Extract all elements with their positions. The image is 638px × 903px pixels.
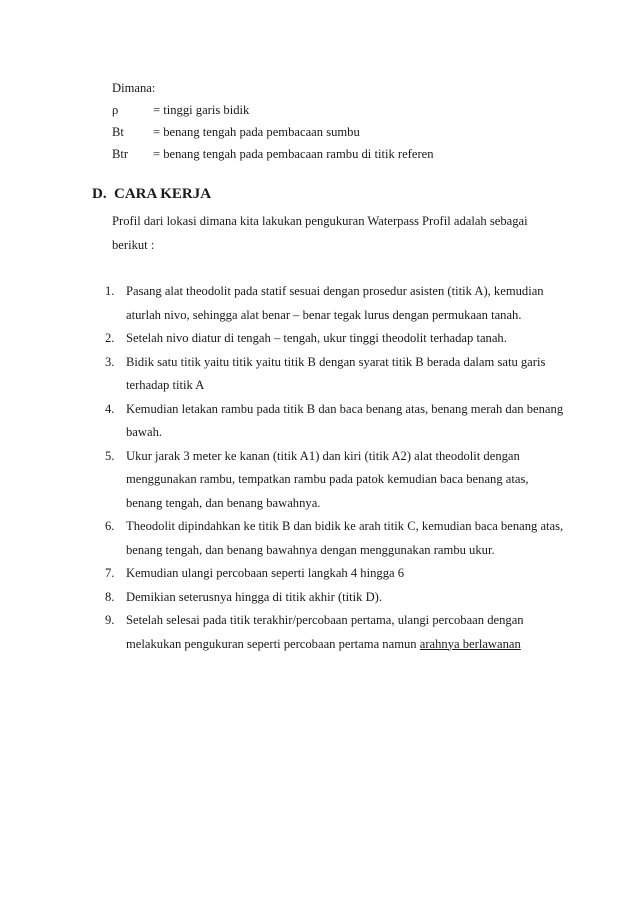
definition-text: = benang tengah pada pembacaan rambu di titik referen xyxy=(153,147,434,161)
steps-list xyxy=(105,280,565,656)
list-item xyxy=(105,327,565,351)
underlined-phrase: arahnya berlawanan xyxy=(419,636,521,651)
step-number: 9. xyxy=(105,613,115,627)
list-item xyxy=(105,609,565,656)
definition-text: = benang tengah pada pembacaan sumbu xyxy=(153,125,360,139)
step-number: 1. xyxy=(105,284,115,298)
definition-row-bt xyxy=(112,124,360,140)
step-text: Pasang alat theodolit pada statif sesuai dengan prosedur asisten (titik A), kemudian aturlah nivo, sehingga alat benar – benar tegak lurus dengan permukaan tanah. xyxy=(126,284,544,322)
step-number: 6. xyxy=(105,519,115,533)
definition-symbol: Bt xyxy=(112,125,124,139)
step-number: 4. xyxy=(105,401,115,416)
step-number: 8. xyxy=(105,589,115,604)
step-text: Kemudian ulangi percobaan seperti langkah 4 hingga 6 xyxy=(126,566,405,580)
list-item xyxy=(105,586,565,610)
list-item xyxy=(105,398,565,445)
step-text: Setelah selesai pada titik terakhir/percobaan pertama, ulangi percobaan dengan melakukan pengukuran seperti percobaan pertama namun xyxy=(126,613,524,651)
list-item xyxy=(105,280,565,327)
step-text: Kemudian letakan rambu pada titik B dan baca benang atas, benang merah dan benang bawah. xyxy=(126,401,564,439)
definition-row-rho xyxy=(112,102,249,118)
step-number: 5. xyxy=(105,448,115,463)
section-intro: Profil dari lokasi dimana kita lakukan pengukuran Waterpass Profil adalah sebagai berikut : xyxy=(112,214,528,252)
step-text: Demikian seterusnya hingga di titik akhir (titik D). xyxy=(126,589,383,604)
step-number: 3. xyxy=(105,354,115,369)
step-number: 2. xyxy=(105,331,115,345)
list-item xyxy=(105,515,565,562)
definition-row-btr xyxy=(112,146,434,162)
step-text: Theodolit dipindahkan ke titik B dan bidik ke arah titik C, kemudian baca benang atas, benang tengah, dan benang bawahnya dengan menggunakan rambu ukur. xyxy=(126,519,564,557)
step-text: Ukur jarak 3 meter ke kanan (titik A1) dan kiri (titik A2) alat theodolit dengan menggunakan rambu, tempatkan rambu pada patok kemudian baca benang atas, benang tengah, dan benang bawahnya. xyxy=(126,448,529,510)
definition-symbol: Btr xyxy=(112,147,129,161)
definition-text: = tinggi garis bidik xyxy=(153,103,250,117)
section-letter: D. xyxy=(92,186,107,202)
definition-symbol: ρ xyxy=(112,103,119,117)
list-item xyxy=(105,351,565,398)
step-number: 7. xyxy=(105,566,115,580)
definitions-title: Dimana: xyxy=(112,81,156,95)
step-text: Setelah nivo diatur di tengah – tengah, ukur tinggi theodolit terhadap tanah. xyxy=(126,331,507,345)
section-heading xyxy=(92,185,211,203)
section-title: CARA KERJA xyxy=(114,186,212,202)
list-item xyxy=(105,445,565,516)
list-item xyxy=(105,562,565,586)
step-text: Bidik satu titik yaitu titik yaitu titik B dengan syarat titik B berada dalam satu garis terhadap titik A xyxy=(126,354,546,392)
